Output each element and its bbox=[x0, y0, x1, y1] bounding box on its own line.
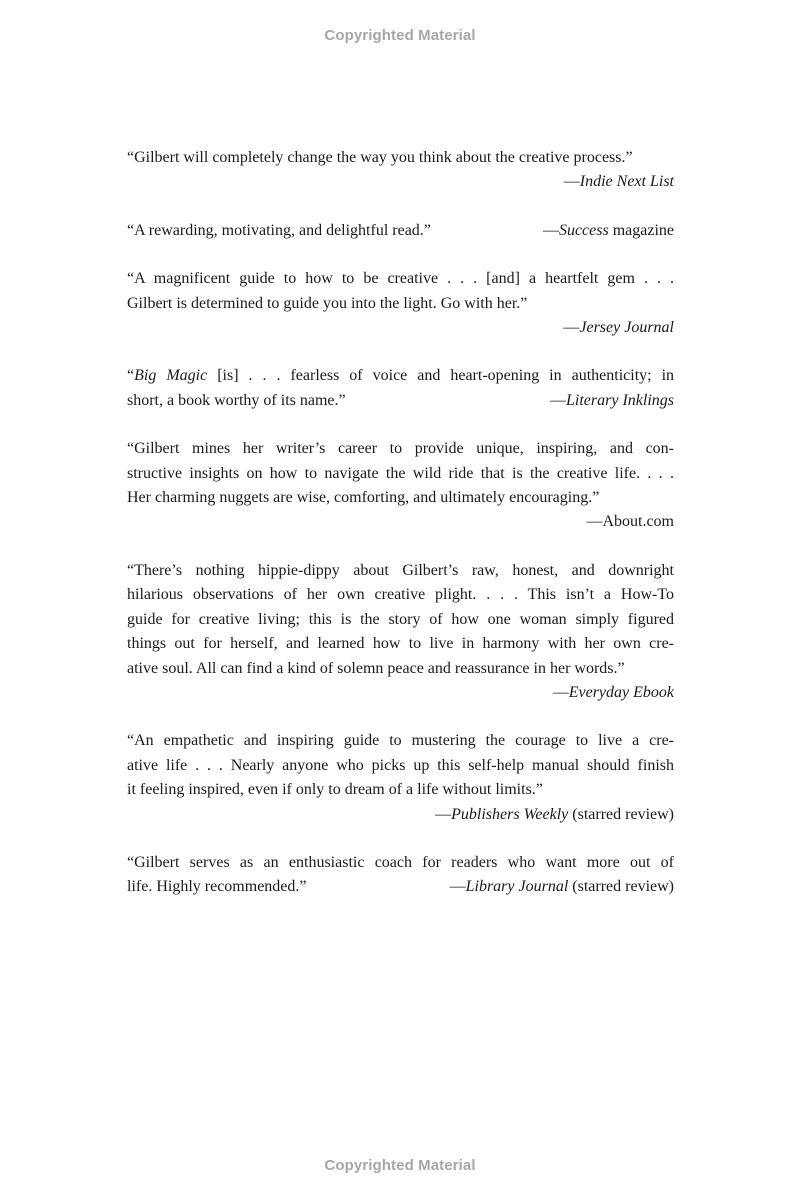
attribution-source: Publishers Weekly bbox=[451, 805, 569, 823]
blurb-indie-next-list bbox=[127, 146, 674, 195]
attribution-dash: — bbox=[586, 513, 603, 531]
blurb-quote-line: “Gilbert serves as an enthusiastic coach for readers who want more out of bbox=[127, 853, 674, 871]
attribution-suffix: (starred review) bbox=[568, 805, 674, 823]
blurb-quote-line: ative life . . . Nearly anyone who picks up this self-help manual should finish bbox=[127, 756, 674, 774]
blurb-about-com bbox=[127, 437, 674, 535]
blurb-quote: “Gilbert will completely change the way you think about the creative process.” bbox=[127, 149, 633, 166]
blurb-attribution bbox=[550, 389, 674, 413]
blurb-attribution bbox=[450, 875, 674, 899]
blurb-jersey-journal bbox=[127, 267, 674, 340]
attribution-source: Literary Inklings bbox=[566, 391, 674, 409]
blurb-attribution bbox=[127, 316, 674, 340]
attribution-suffix: (starred review) bbox=[568, 878, 674, 896]
blurb-attribution bbox=[127, 510, 674, 534]
blurb-quote-line: short, a book worthy of its name.” bbox=[127, 391, 346, 409]
quote-open: “ bbox=[127, 367, 135, 385]
blurb-publishers-weekly bbox=[127, 729, 674, 827]
quote-text: [is] . . . fearless of voice and heart-opening in authenticity; in bbox=[207, 367, 675, 385]
blurb-quote-line: guide for creative living; this is the story of how one woman simply figured bbox=[127, 610, 674, 628]
blurb-success-magazine bbox=[127, 219, 674, 243]
attribution-source: Indie Next List bbox=[579, 173, 674, 191]
attribution-dash: — bbox=[550, 391, 566, 409]
blurb-quote-line: life. Highly recommended.” bbox=[127, 878, 307, 896]
blurb-literary-inklings bbox=[127, 364, 674, 413]
attribution-dash: — bbox=[435, 805, 452, 823]
attribution-source: About.com bbox=[602, 513, 674, 531]
blurb-quote-line bbox=[127, 364, 674, 388]
watermark-bottom: Copyrighted Material bbox=[324, 1157, 476, 1174]
blurb-attribution bbox=[127, 170, 674, 194]
attribution-source: Jersey Journal bbox=[579, 319, 674, 337]
attribution-dash: — bbox=[552, 683, 569, 701]
praise-blurbs bbox=[127, 146, 674, 900]
blurb-quote-line: hilarious observations of her own creative plight. . . . This isn’t a How-To bbox=[127, 586, 674, 604]
blurb-everyday-ebook bbox=[127, 559, 674, 705]
blurb-quote-line: it feeling inspired, even if only to dream of a life without limits.” bbox=[127, 781, 543, 799]
blurb-quote-line: “There’s nothing hippie-dippy about Gilbert’s raw, honest, and downright bbox=[127, 561, 674, 579]
blurb-quote-line: structive insights on how to navigate the wild ride that is the creative life. . . . bbox=[127, 464, 674, 482]
blurb-quote-line: “An empathetic and inspiring guide to mustering the courage to live a cre- bbox=[127, 732, 674, 750]
blurb-quote: “A rewarding, motivating, and delightful read.” bbox=[127, 221, 431, 239]
blurb-library-journal bbox=[127, 851, 674, 900]
attribution-suffix: magazine bbox=[608, 221, 674, 239]
attribution-dash: — bbox=[563, 319, 580, 337]
blurb-attribution bbox=[543, 219, 674, 243]
blurb-quote-line: “Gilbert mines her writer’s career to provide unique, inspiring, and con- bbox=[127, 440, 674, 458]
blurb-attribution bbox=[127, 681, 674, 705]
attribution-dash: — bbox=[563, 173, 580, 191]
attribution-source: Success bbox=[558, 221, 609, 239]
book-title: Big Magic bbox=[134, 367, 208, 385]
attribution-source: Library Journal bbox=[465, 878, 569, 896]
attribution-source: Everyday Ebook bbox=[568, 683, 674, 701]
blurb-attribution bbox=[127, 803, 674, 827]
attribution-dash: — bbox=[542, 221, 559, 239]
blurb-quote-line: things out for herself, and learned how to live in harmony with her own cre- bbox=[127, 635, 674, 653]
blurb-quote-line: “A magnificent guide to how to be creative . . . [and] a heartfelt gem . . . bbox=[127, 270, 674, 288]
watermark-top: Copyrighted Material bbox=[324, 27, 476, 44]
attribution-dash: — bbox=[449, 878, 466, 896]
blurb-quote-line: Gilbert is determined to guide you into the light. Go with her.” bbox=[127, 294, 528, 312]
blurb-quote-line: ative soul. All can find a kind of solemn peace and reassurance in her words.” bbox=[127, 659, 625, 677]
blurb-quote-line: Her charming nuggets are wise, comforting, and ultimately encouraging.” bbox=[127, 489, 600, 507]
